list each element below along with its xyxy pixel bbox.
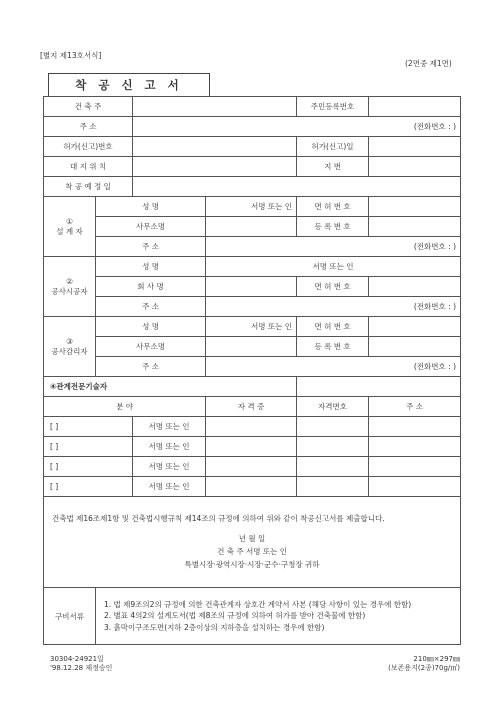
supervisor-office-label: 사무소명: [96, 337, 206, 357]
declaration-applicant: 건 축 주 서명 또는 인: [217, 547, 287, 556]
expert-addr-3[interactable]: [369, 457, 461, 477]
owner-address-field[interactable]: [133, 117, 461, 137]
page-indicator: (2면중 제1면): [405, 59, 452, 68]
contractor-addr-label: 주 소: [96, 297, 206, 317]
contractor-name-label: 성 명: [96, 257, 206, 277]
permit-no-label: 허가(신고)번호: [44, 137, 133, 157]
contractor-phone: (전화번호 : ): [413, 302, 457, 311]
owner-address-label: 주 소: [44, 117, 133, 137]
expert-qual-2[interactable]: [206, 437, 297, 457]
contractor-company-field[interactable]: [206, 277, 297, 297]
supervisor-license-label: 면 허 번 호: [297, 317, 369, 337]
owner-phone: (전화번호 : ): [413, 122, 457, 131]
contractor-addr-field[interactable]: [206, 297, 461, 317]
supervisor-sign-label: 서명 또는 인: [251, 322, 293, 331]
experts-title: ④관계전문기술자: [44, 377, 297, 397]
form-title: 착 공 신 고 서: [48, 73, 210, 97]
resident-no-label: 주민등록번호: [297, 97, 369, 117]
expert-field-3[interactable]: [ ]: [44, 457, 133, 477]
expert-field-1[interactable]: [ ]: [44, 417, 133, 437]
designer-role: 설 계 자: [56, 226, 83, 236]
contractor-role: 공사시공자: [51, 286, 88, 296]
contractor-license-label: 면 허 번 호: [297, 277, 369, 297]
expert-sign-2[interactable]: 서명 또는 인: [133, 437, 206, 457]
supervisor-role: 공사감리자: [51, 346, 88, 356]
owner-label: 건 축 주: [44, 97, 133, 117]
form-number-label: [별지 제13호서식]: [40, 51, 102, 60]
attachment-item: 1. 법 제9조의2의 규정에 의한 건축관계자 상호간 계약서 사본 (해당 사항이 있는 경우에 한함): [104, 600, 412, 610]
supervisor-phone: (전화번호 : ): [413, 362, 457, 371]
supervisor-sign-field[interactable]: [206, 317, 297, 337]
designer-number: ①: [66, 216, 73, 226]
expert-qual-no-1[interactable]: [297, 417, 369, 437]
report-form-table: [43, 96, 461, 645]
experts-title-blank: [297, 377, 461, 397]
expert-addr-4[interactable]: [369, 477, 461, 497]
contractor-sign-label: 서명 또는 인: [312, 262, 354, 271]
start-date-field[interactable]: [133, 177, 461, 197]
lot-label: 지 번: [297, 157, 369, 177]
expert-qual-3[interactable]: [206, 457, 297, 477]
paper-type: (보존용지(2종)70g/㎡): [388, 664, 460, 673]
contractor-number: ②: [66, 276, 73, 286]
supervisor-section: [44, 317, 96, 377]
supervisor-office-field[interactable]: [206, 337, 297, 357]
expert-sign-4[interactable]: 서명 또는 인: [133, 477, 206, 497]
expert-sign-3[interactable]: 서명 또는 인: [133, 457, 206, 477]
experts-col-qual-no: 자격번호: [297, 397, 369, 417]
form-code: 30304-24921일: [50, 655, 104, 663]
experts-col-addr: 주 소: [369, 397, 461, 417]
supervisor-addr-field[interactable]: [206, 357, 461, 377]
supervisor-license-field[interactable]: [369, 317, 461, 337]
designer-license-label: 면 허 번 호: [297, 197, 369, 217]
designer-office-field[interactable]: [206, 217, 297, 237]
approval-date: '98.12.28 제정승인: [50, 664, 113, 673]
contractor-name-field[interactable]: [206, 257, 461, 277]
attachments-label: 구비서류: [44, 588, 96, 645]
supervisor-number: ③: [66, 336, 73, 346]
contractor-license-field[interactable]: [369, 277, 461, 297]
attachments-list: [96, 588, 461, 645]
declaration-recipient: 특별시장·광역시장·시장·군수·구청장 귀하: [184, 559, 320, 569]
expert-sign-1[interactable]: 서명 또는 인: [133, 417, 206, 437]
expert-qual-no-4[interactable]: [297, 477, 369, 497]
expert-qual-no-3[interactable]: [297, 457, 369, 477]
designer-name-label: 성 명: [96, 197, 206, 217]
expert-field-2[interactable]: [ ]: [44, 437, 133, 457]
resident-no-field[interactable]: [369, 97, 461, 117]
experts-col-field: 분 야: [44, 397, 206, 417]
footer-right: [370, 655, 460, 674]
designer-addr-field[interactable]: [206, 237, 461, 257]
permit-date-label: 허가(신고)일: [297, 137, 369, 157]
permit-date-field[interactable]: [369, 137, 461, 157]
designer-office-label: 사무소명: [96, 217, 206, 237]
site-field[interactable]: [133, 157, 297, 177]
expert-addr-1[interactable]: [369, 417, 461, 437]
designer-phone: (전화번호 : ): [413, 242, 457, 251]
supervisor-addr-label: 주 소: [96, 357, 206, 377]
expert-field-4[interactable]: [ ]: [44, 477, 133, 497]
permit-no-field[interactable]: [133, 137, 297, 157]
expert-addr-2[interactable]: [369, 437, 461, 457]
footer-left: [50, 655, 112, 674]
attachment-item: 3. 흙막이구조도면(지하 2층이상의 지하층을 설치하는 경우에 한함): [104, 622, 325, 632]
expert-qual-4[interactable]: [206, 477, 297, 497]
lot-field[interactable]: [369, 157, 461, 177]
designer-sign-field[interactable]: [206, 197, 297, 217]
contractor-section: [44, 257, 96, 317]
supervisor-reg-field[interactable]: [369, 337, 461, 357]
expert-qual-no-2[interactable]: [297, 437, 369, 457]
designer-license-field[interactable]: [369, 197, 461, 217]
attachment-item: 2. 별표 4의2의 설계도서(법 제8조의 규정에 의하여 허가를 받아 건축물에 한함): [104, 611, 366, 621]
contractor-company-label: 회 사 명: [96, 277, 206, 297]
designer-sign-label: 서명 또는 인: [251, 202, 293, 211]
declaration-text: 건축법 제16조제1항 및 건축법시행규칙 제14조의 규정에 의하여 위와 같이 착공신고서를 제출합니다.: [52, 513, 385, 523]
supervisor-reg-label: 등 록 번 호: [297, 337, 369, 357]
designer-section: [44, 197, 96, 257]
paper-size: 210㎜×297㎜: [413, 655, 460, 663]
declaration-block: [44, 497, 461, 588]
site-label: 대 지 위 치: [44, 157, 133, 177]
expert-qual-1[interactable]: [206, 417, 297, 437]
supervisor-name-label: 성 명: [96, 317, 206, 337]
experts-col-qual: 자 격 증: [206, 397, 297, 417]
designer-reg-field[interactable]: [369, 217, 461, 237]
start-date-label: 착 공 예 정 일: [44, 177, 133, 197]
declaration-date: 년 월 일: [238, 534, 266, 544]
designer-addr-label: 주 소: [96, 237, 206, 257]
owner-name-field[interactable]: [133, 97, 297, 117]
designer-reg-label: 등 록 번 호: [297, 217, 369, 237]
